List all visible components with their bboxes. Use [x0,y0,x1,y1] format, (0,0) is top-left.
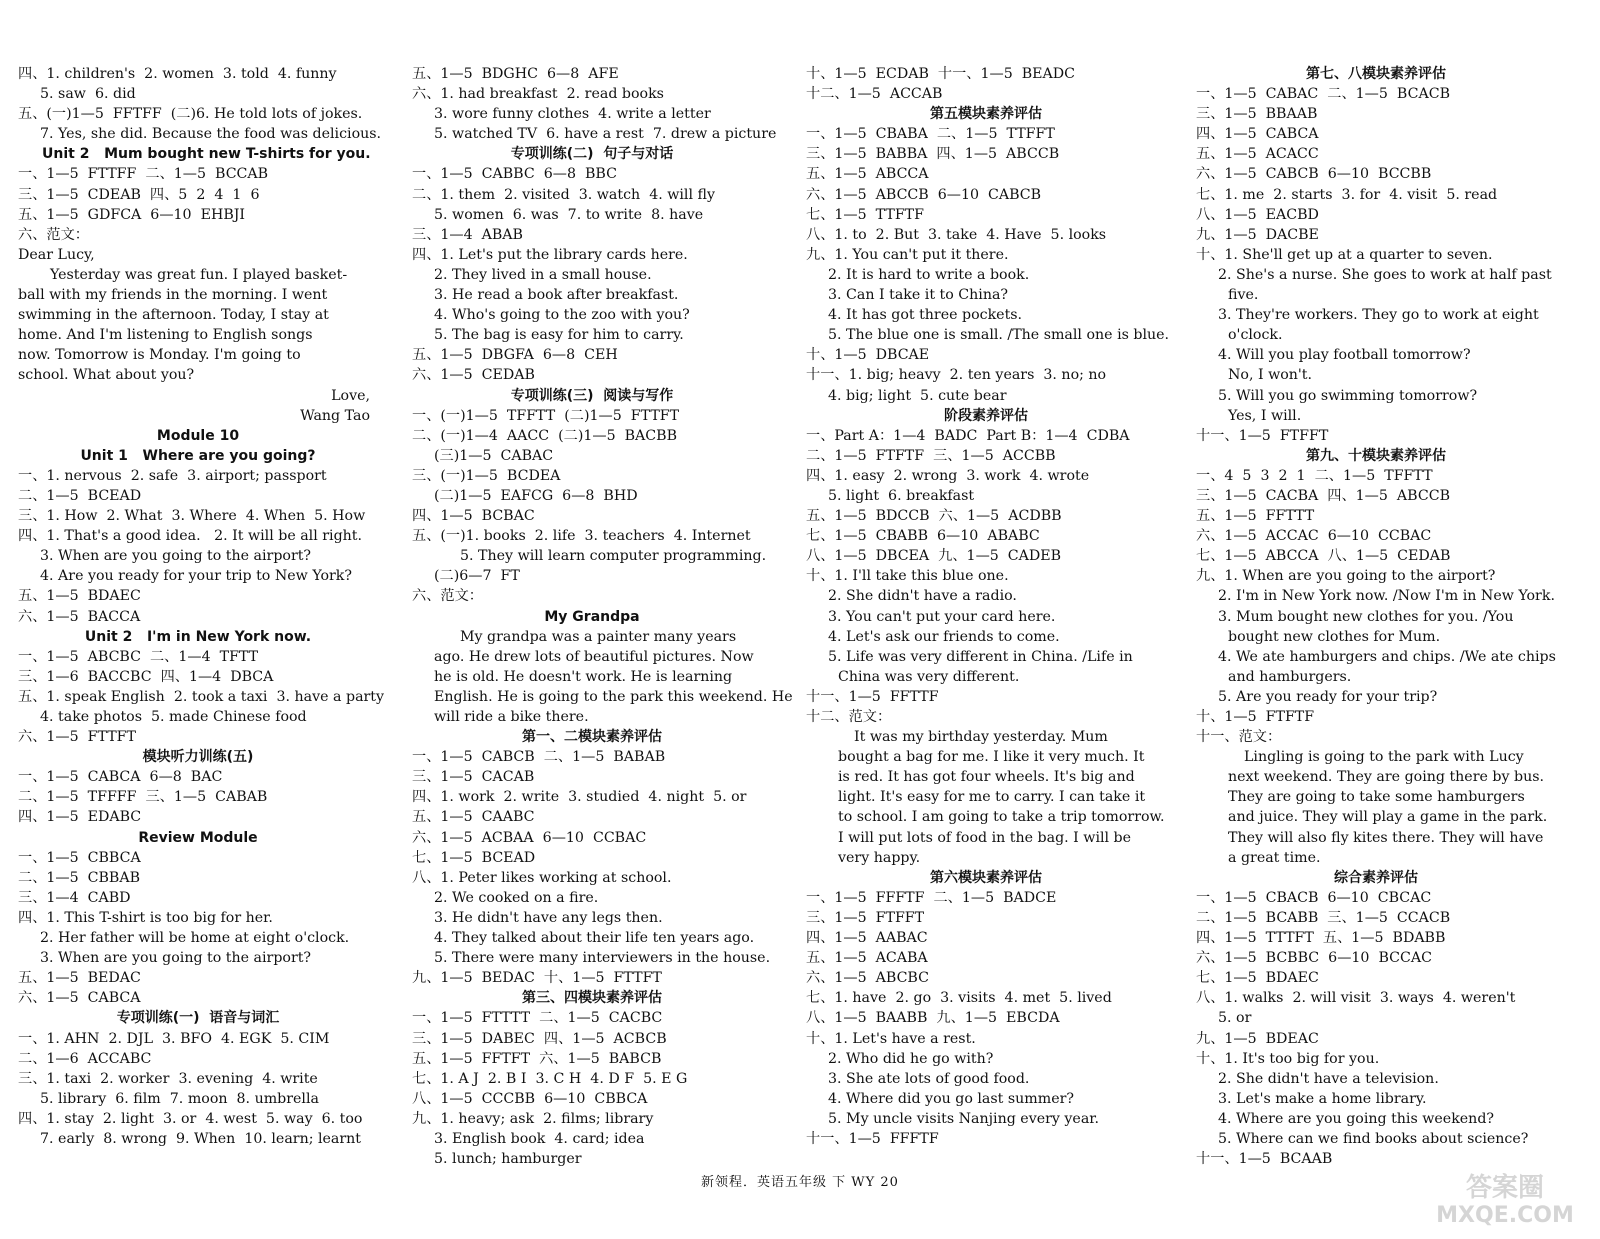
answer-line: 一、1—5 CBBCA [18,849,141,866]
answer-line: 5. Are you ready for your trip? [1218,688,1438,705]
answer-line: 四、1. Let's put the library cards here. [412,246,688,263]
answer-line: 二、1—5 CBBAB [18,869,141,886]
answer-line: 一、1—5 CBABA 二、1—5 TTFFT [806,126,1055,143]
answer-line: 2. Who did he go with? [828,1050,994,1067]
answer-line: 3. She ate lots of good food. [828,1070,1030,1087]
answer-line: 3. English book 4. card; idea [434,1130,645,1147]
answer-line: 六、1—5 FTTFT [18,729,136,746]
answer-line: 4. Will you play football tomorrow? [1218,347,1471,364]
answer-line: 五、1—5 DBGFA 6—8 CEH [412,347,618,364]
answer-line: 4. Let's ask our friends to come. [828,628,1060,645]
section-heading: 专项训练(一) 语音与词汇 [116,1010,280,1027]
answer-line: 六、1—5 CEDAB [412,367,535,384]
answer-line: 九、1—5 BDEAC [1196,1030,1319,1047]
answer-line: 十一、1—5 FFFTF [806,1130,939,1147]
answer-line: 十一、1. big; heavy 2. ten years 3. no; no [806,367,1107,384]
answer-line: 三、(一)1—5 BCDEA [412,467,561,484]
answer-line: 三、1—5 FTFFT [806,909,925,926]
answer-line: 2. We cooked on a fire. [434,889,599,906]
answer-line: They are going to take some hamburgers [1228,789,1525,806]
answer-line: 一、1—5 CBACB 6—10 CBCAC [1196,889,1432,906]
answer-line: 八、1—5 BAABB 九、1—5 EBCDA [806,1010,1060,1027]
answer-line: ago. He drew lots of beautiful pictures. Now [434,648,754,665]
answer-line: 5. Will you go swimming tomorrow? [1218,387,1478,404]
column-1 [18,64,385,1149]
answer-line: 八、1. to 2. But 3. take 4. Have 5. looks [806,226,1107,243]
answer-line: 十一、1—5 FFTTF [806,688,939,705]
answer-line: 六、1—5 CABCA [18,990,141,1007]
section-heading: 第七、八模块素养评估 [1306,66,1446,82]
answer-line: Dear Lucy, [18,246,95,263]
answer-line: 二、1. them 2. visited 3. watch 4. will fly [412,186,715,203]
answer-line: 六、1—5 BCBBC 6—10 BCCAC [1196,950,1432,967]
answer-line: 九、1. heavy; ask 2. films; library [412,1110,654,1127]
answer-line: 七、1. A J 2. B I 3. C H 4. D F 5. E G [412,1070,688,1087]
answer-line: 四、1. children's 2. women 3. told 4. funny [18,66,337,82]
answer-line: 4. They talked about their life ten years ago. [434,930,755,947]
answer-line: 4. Where did you go last summer? [828,1090,1074,1107]
answer-line: now. Tomorrow is Monday. I'm going to [18,347,301,364]
answer-line: 四、1—5 AABAC [806,930,928,947]
answer-line: Yes, I will. [1228,407,1302,424]
answer-line: 一、1. AHN 2. DJL 3. BFO 4. EGK 5. CIM [18,1030,330,1047]
answer-line: 2. She's a nurse. She goes to work at half past [1218,266,1552,283]
answer-line: Lingling is going to the park with Lucy [1244,749,1524,766]
answer-line: English. He is going to the park this weekend. He [434,688,793,705]
section-heading: 第一、二模块素养评估 [522,729,662,746]
section-heading: 第五模块素养评估 [930,106,1042,123]
answer-line: 一、1—5 ABCBC 二、1—4 TFTT [18,648,259,665]
section-heading: 阶段素养评估 [944,407,1028,424]
answer-line: 五、1—5 ABCCA [806,166,929,183]
answer-line: 五、(一)1—5 FFTFF (二)6. He told lots of jokes. [18,106,363,123]
answer-line: 7. Yes, she did. Because the food was delicious. [40,126,382,143]
answer-line: 一、1—5 FTTTT 二、1—5 CACBC [412,1010,663,1027]
answer-line: 5. or [1218,1010,1252,1027]
section-heading: 第三、四模块素养评估 [522,990,662,1007]
answer-line: 4. We ate hamburgers and chips. /We ate chips [1218,648,1556,665]
answer-line: 五、1—5 BDCCB 六、1—5 ACDBB [806,508,1062,525]
answer-line: will ride a bike there. [434,709,589,725]
answer-line: 六、1—5 ACBAA 6—10 CCBAC [412,829,647,846]
answer-line: 四、1. stay 2. light 3. or 4. west 5. way 6. too [18,1110,363,1127]
answer-line: and juice. They will play a game in the park. [1228,809,1548,826]
answer-line: 七、1. have 2. go 3. visits 4. met 5. lived [806,990,1112,1007]
watermark-text: 答案圈 [1465,1173,1544,1203]
answer-line: (二)1—5 EAFCG 6—8 BHD [434,487,638,504]
answer-line: 3. Can I take it to China? [828,287,1009,304]
answer-line: 三、1—5 CACBA 四、1—5 ABCCB [1196,487,1450,504]
section-heading: 第六模块素养评估 [930,869,1042,886]
section-heading: Module 10 [156,427,240,444]
answer-line: 5. saw 6. did [40,86,136,103]
answer-line: 六、1—5 ABCCB 6—10 CABCB [806,186,1042,203]
answer-line: 2. They lived in a small house. [434,266,652,283]
answer-line: 一、1—5 CABCB 二、1—5 BABAB [412,749,666,766]
answer-line: 二、(一)1—4 AACC (二)1—5 BACBB [412,427,678,444]
answer-line: bought a bag for me. I like it very much. It [838,749,1145,766]
answer-line: 十、1—5 DBCAE [806,347,930,364]
answer-line: 十一、1—5 FTFFT [1196,427,1329,444]
answer-line: 六、1—5 CABCB 6—10 BCCBB [1196,166,1432,183]
answer-line: 三、1—6 BACCBC 四、1—4 DBCA [18,668,274,685]
answer-line: 3. He didn't have any legs then. [434,909,663,926]
answer-line: 三、1—5 BBAAB [1196,106,1318,123]
answer-line: Love, [331,387,370,404]
answer-line: 三、1—5 CACAB [412,769,535,786]
answer-line: 六、1. had breakfast 2. read books [412,86,664,103]
answer-line: 4. Where are you going this weekend? [1218,1110,1495,1127]
answer-line: 七、1—5 BDAEC [1196,970,1319,987]
answer-line: 八、1—5 EACBD [1196,206,1319,223]
answer-line: 3. Let's make a home library. [1218,1090,1427,1107]
answer-line: 十、1. Let's have a rest. [806,1030,976,1047]
answer-line: 4. Who's going to the zoo with you? [434,307,690,324]
answer-line: 十二、1—5 ACCAB [806,86,943,103]
answer-line: 三、1. How 2. What 3. Where 4. When 5. How [18,508,366,525]
answer-line: 七、1—5 CBABB 6—10 ABABC [806,528,1040,545]
answer-line: 四、1—5 EDABC [18,809,142,826]
answer-line: 一、1—5 FTTFF 二、1—5 BCCAB [18,166,269,183]
answer-line: 十、1—5 ECDAB 十一、1—5 BEADC [806,66,1075,82]
answer-line: 二、1—6 ACCABC [18,1050,152,1067]
answer-line: 十、1. It's too big for you. [1196,1050,1380,1067]
answer-line: is red. It has got four wheels. It's big and [838,769,1135,786]
answer-line: 四、1—5 TTTFT 五、1—5 BDABB [1196,930,1446,947]
answer-line: 四、1. That's a good idea. 2. It will be all right. [18,528,363,545]
section-heading: 模块听力训练(五) [142,749,254,766]
answer-line: 5. My uncle visits Nanjing every year. [828,1110,1100,1127]
section-heading: 专项训练(三) 阅读与写作 [510,387,674,404]
answer-line: 十一、1—5 BCAAB [1196,1151,1333,1168]
answer-line: 3. When are you going to the airport? [40,950,312,967]
answer-line: 三、1—5 BABBA 四、1—5 ABCCB [806,146,1060,163]
answer-line: 九、1—5 DACBE [1196,226,1319,243]
column-4 [1196,64,1556,1169]
answer-line: 2. It is hard to write a book. [828,266,1030,283]
answer-line: 十一、范文： [1196,729,1282,746]
answer-line: 五、1—5 ACABA [806,950,928,967]
answer-line: 八、1—5 DBCEA 九、1—5 CADEB [806,548,1062,565]
answer-line: 五、1. speak English 2. took a taxi 3. have a party [18,688,385,705]
answer-line: Wang Tao [300,407,370,424]
answer-line: 九、1—5 BEDAC 十、1—5 FTTFT [412,970,662,987]
answer-line: 5. The bag is easy for him to carry. [434,327,684,344]
answer-line: 3. He read a book after breakfast. [434,287,679,304]
answer-line: 5. Life was very different in China. /Life in [828,648,1133,665]
answer-line: 十二、范文： [806,709,892,725]
answer-line: 三、1. taxi 2. worker 3. evening 4. write [18,1070,318,1087]
answer-line: 四、1—5 BCBAC [412,508,535,525]
answer-line: 3. wore funny clothes 4. write a letter [434,106,711,123]
answer-line: 5. Where can we find books about science? [1218,1130,1529,1147]
answer-line: next weekend. They are going there by bus. [1228,769,1545,786]
answer-line: very happy. [838,849,921,866]
answer-line: 五、1—5 FFTFT 六、1—5 BABCB [412,1050,662,1067]
answer-line: 十、1—5 FTFTF [1196,709,1315,725]
answer-line: 二、1—5 TFFFF 三、1—5 CABAB [18,789,268,806]
answer-line: 四、1. easy 2. wrong 3. work 4. wrote [806,467,1090,484]
answer-line: 五、1—5 FFTTT [1196,508,1315,525]
answer-line: 一、4 5 3 2 1 二、1—5 TFFTT [1196,467,1433,484]
answer-line: 4. It has got three pockets. [828,307,1023,324]
answer-line: I will put lots of food in the bag. I will be [838,829,1132,846]
answer-line: 3. They're workers. They go to work at eight [1218,307,1539,324]
answer-line: 一、1—5 FFFTF 二、1—5 BADCE [806,889,1057,906]
answer-line: 5. The blue one is small. /The small one is blue. [828,327,1170,344]
answer-line: 5. watched TV 6. have a rest 7. drew a picture [434,126,777,143]
answer-line: 4. Are you ready for your trip to New York? [40,568,352,585]
section-heading: Unit 2 Mum bought new T-shirts for you. [42,146,371,163]
answer-line: five. [1228,287,1259,304]
answer-line: 九、1. You can't put it there. [806,246,1009,263]
answer-line: (二)6—7 FT [434,568,520,585]
answer-line: 六、1—5 ACCAC 6—10 CCBAC [1196,528,1432,545]
answer-line: 五、1—5 CAABC [412,809,535,826]
answer-line: My grandpa was a painter many years [460,628,737,645]
answer-line: 7. early 8. wrong 9. When 10. learn; learnt [40,1130,362,1147]
answer-line: 三、1—4 CABD [18,889,131,906]
answer-line: 4. take photos 5. made Chinese food [40,709,307,725]
answer-line: 五、1—5 ACACC [1196,146,1319,163]
section-heading: Unit 2 I'm in New York now. [84,628,312,645]
column-3 [806,64,1170,1149]
answer-line: 4. big; light 5. cute bear [828,387,1007,404]
answer-line: 一、1—5 CABBC 6—8 BBC [412,166,617,183]
answer-line: bought new clothes for Mum. [1228,628,1441,645]
answer-line: 2. She didn't have a radio. [828,588,1017,605]
answer-line: (三)1—5 CABAC [434,447,554,464]
section-heading: Unit 1 Where are you going? [80,447,316,464]
answer-line: 3. You can't put your card here. [828,608,1056,625]
answer-line: 5. library 6. film 7. moon 8. umbrella [40,1090,319,1107]
answer-line: 八、1. Peter likes working at school. [412,869,672,886]
answer-line: 三、1—4 ABAB [412,226,523,243]
answer-line: 一、1. nervous 2. safe 3. airport; passport [18,467,327,484]
answer-line: 3. Mum bought new clothes for you. /You [1218,608,1514,625]
answer-line: 五、(一)1. books 2. life 3. teachers 4. Internet [412,528,751,545]
answer-line: 六、1—5 ABCBC [806,970,929,987]
answer-line: Yesterday was great fun. I played basket- [50,266,348,283]
answer-line: 三、1—5 DABEC 四、1—5 ACBCB [412,1030,667,1047]
answer-line: 3. When are you going to the airport? [40,548,312,565]
answer-line: 5. They will learn computer programming. [460,548,767,565]
answer-line: 5. There were many interviewers in the house. [434,950,771,967]
answer-line: 七、1. me 2. starts 3. for 4. visit 5. read [1196,186,1498,203]
answer-line: 2. I'm in New York now. /Now I'm in New York. [1218,588,1555,605]
answer-line: school. What about you? [18,367,195,384]
answer-line: 六、范文： [412,588,483,605]
answer-line: 一、(一)1—5 TFFTT (二)1—5 FTTFT [412,407,680,424]
section-heading: 专项训练(二) 句子与对话 [510,146,674,163]
page-footer: 新领程．英语五年级 下 WY 20 [701,1175,899,1190]
answer-line: home. And I'm listening to English songs [18,327,313,344]
answer-line: It was my birthday yesterday. Mum [854,729,1108,746]
answer-line: 5. lunch; hamburger [434,1151,582,1168]
answer-line: 2. She didn't have a television. [1218,1070,1439,1087]
section-heading: 第九、十模块素养评估 [1306,447,1446,464]
answer-line: 九、1. When are you going to the airport? [1196,568,1496,585]
answer-line: ball with my friends in the morning. I went [18,287,328,304]
answer-line: They will also fly kites there. They will have [1228,829,1544,846]
answer-line: and hamburgers. [1228,668,1352,685]
answer-line: 七、1—5 ABCCA 八、1—5 CEDAB [1196,548,1451,565]
answer-line: 四、1. This T-shirt is too big for her. [18,909,273,926]
answer-line: he is old. He doesn't work. He is learning [434,668,733,685]
answer-line: 十、1. She'll get up at a quarter to seven. [1196,246,1493,263]
section-heading: Review Module [138,829,258,846]
answer-line: o'clock. [1228,327,1283,344]
answer-line: 六、范文： [18,226,89,243]
answer-line: No, I won't. [1228,367,1313,384]
answer-line: 八、1. walks 2. will visit 3. ways 4. weren't [1196,990,1516,1007]
answer-line: 五、1—5 GDFCA 6—10 EHBJI [18,206,246,223]
answer-line: 一、1—5 CABAC 二、1—5 BCACB [1196,86,1450,103]
answer-line: China was very different. [838,668,1020,685]
answer-line: 四、1—5 CABCA [1196,126,1319,143]
watermark-logo [1420,1167,1590,1233]
answer-line: swimming in the afternoon. Today, I stay at [18,307,329,324]
column-2 [412,64,793,1169]
answer-line: to school. I am going to take a trip tomorrow. [838,809,1165,826]
answer-line: 十、1. I'll take this blue one. [806,568,1009,585]
answer-line: 五、1—5 BDAEC [18,588,141,605]
section-heading: My Grandpa [544,608,640,625]
answer-line: 七、1—5 TTFTF [806,206,924,223]
answer-line: a great time. [1228,849,1321,866]
answer-line: 八、1—5 CCCBB 6—10 CBBCA [412,1090,648,1107]
answer-line: 5. light 6. breakfast [828,487,975,504]
answer-line: 五、1—5 BEDAC [18,970,141,987]
section-heading: 综合素养评估 [1334,869,1418,886]
answer-line: 四、1. work 2. write 3. studied 4. night 5. or [412,789,747,806]
answer-line: 二、1—5 BCEAD [18,487,142,504]
answer-line: 一、1—5 CABCA 6—8 BAC [18,769,223,786]
answer-line: 2. Her father will be home at eight o'clock. [40,930,350,947]
answer-line: 二、1—5 BCABB 三、1—5 CCACB [1196,909,1451,926]
answer-line: 七、1—5 BCEAD [412,849,536,866]
answer-line: light. It's easy for me to carry. I can take it [838,789,1146,806]
answer-line: 一、Part A：1—4 BADC Part B：1—4 CDBA [806,427,1130,444]
answer-line: 5. women 6. was 7. to write 8. have [434,206,704,223]
answer-line: 六、1—5 BACCA [18,608,141,625]
watermark-url: MXQE.COM [1436,1203,1574,1228]
answer-line: 二、1—5 FTFTF 三、1—5 ACCBB [806,447,1056,464]
answer-line: 五、1—5 BDGHC 6—8 AFE [412,66,619,82]
answer-line: 三、1—5 CDEAB 四、5 2 4 1 6 [18,186,260,203]
